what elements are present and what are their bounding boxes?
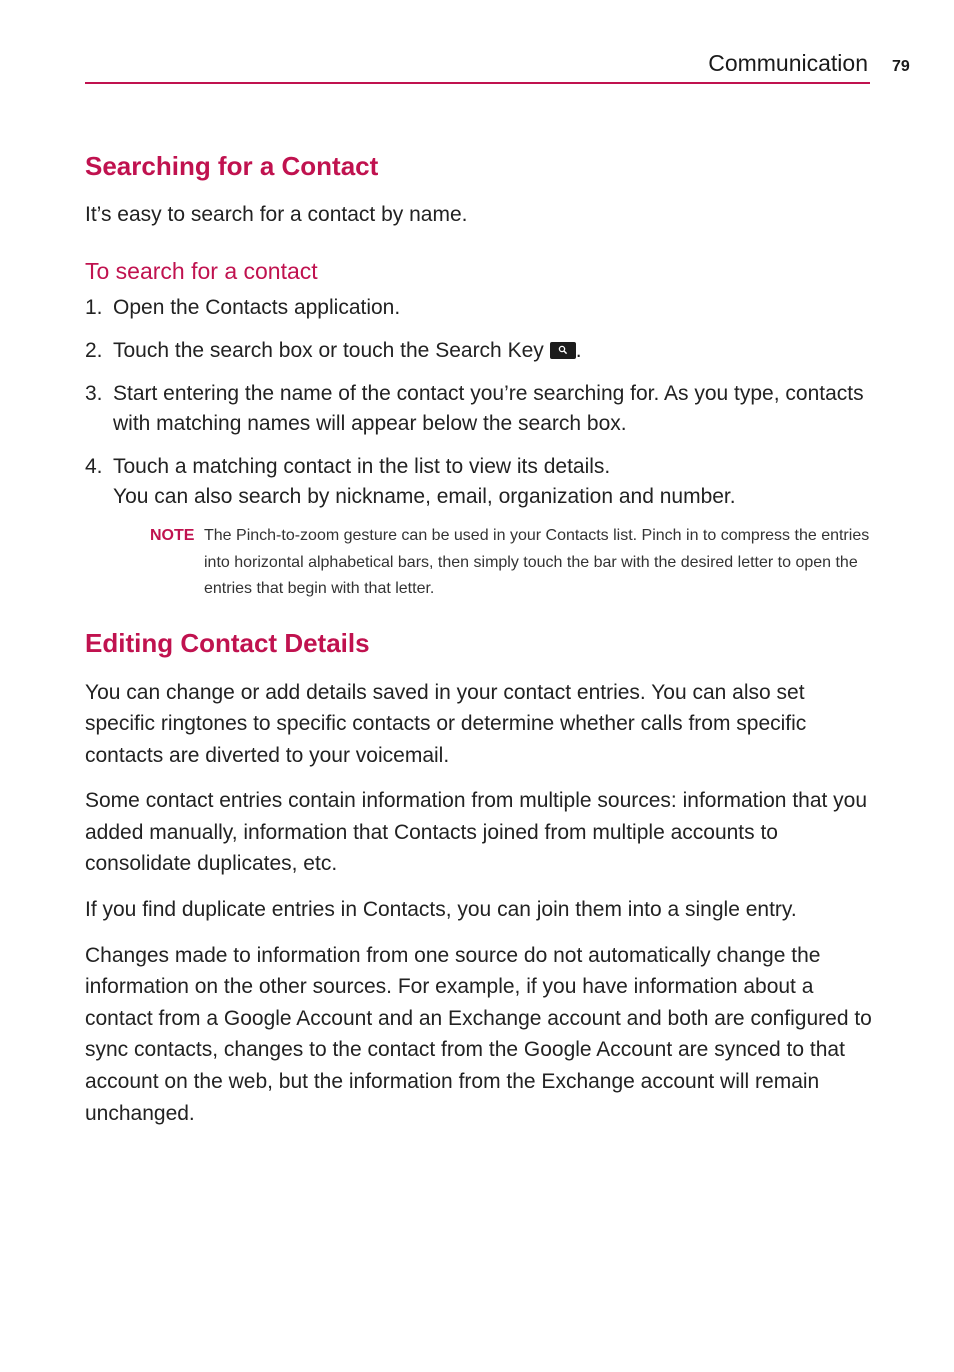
step-text: application. bbox=[288, 296, 401, 319]
list-item bbox=[85, 379, 875, 439]
intro-paragraph: It’s easy to search for a contact by name. bbox=[85, 203, 468, 226]
list-item bbox=[85, 336, 875, 366]
step-text: Open the bbox=[113, 296, 206, 319]
step-text: . bbox=[575, 339, 582, 362]
body-paragraph: Changes made to information from one source do not automatically change the information on the other sources. For example, if you have information about a contact from a Google Account and an Exchange account and both are configured to sync contacts, changes to the contact from the Google Account are synced to that account on the web, but the information from the Exchange account will remain unchanged. bbox=[85, 943, 872, 1125]
step-text: Touch a matching contact in the list to view its details. bbox=[113, 455, 611, 478]
body-paragraph: You can change or add details saved in your contact entries. You can also set specific ringtones to specific contacts or determine whether calls from specific contacts are diverted to your voicemail. bbox=[85, 680, 807, 767]
step-text: Touch the search box or touch the bbox=[113, 339, 436, 362]
step-number: 1. bbox=[85, 296, 103, 319]
step-text: You can also search by nickname, email, organization and number. bbox=[113, 485, 736, 508]
page-header bbox=[85, 48, 870, 84]
body-paragraph: Some contact entries contain information from multiple sources: information that you added manually, information that Contacts joined from multiple accounts to consolidate duplicates, etc. bbox=[85, 789, 868, 876]
note-label: NOTE bbox=[150, 527, 195, 544]
page-content bbox=[85, 148, 875, 1129]
section-title-editing: Editing Contact Details bbox=[85, 627, 370, 658]
chapter-title: Communication bbox=[708, 50, 868, 76]
subsection-title: To search for a contact bbox=[85, 258, 318, 284]
step-text: Start entering the name of the contact you’re searching for. As you type, contacts with matching names will appear below the search box. bbox=[113, 382, 864, 435]
note-text: The Pinch-to-zoom gesture can be used in your Contacts list. Pinch in to compress the entries into horizontal alphabetical bars, then simply touch the bar with the desired letter to open the entries that begin with that letter. bbox=[204, 527, 870, 597]
step-number: 4. bbox=[85, 455, 103, 478]
note-box bbox=[150, 523, 875, 603]
list-item bbox=[85, 293, 875, 323]
body-paragraph: If you find duplicate entries in Contacts, you can join them into a single entry. bbox=[85, 898, 797, 922]
search-key-icon bbox=[550, 342, 576, 359]
step-number: 3. bbox=[85, 382, 103, 405]
section-title-searching: Searching for a Contact bbox=[85, 151, 379, 181]
step-keyword: Search Key bbox=[435, 339, 544, 362]
steps-list bbox=[85, 293, 875, 512]
step-number: 2. bbox=[85, 339, 103, 362]
page-number: 79 bbox=[892, 58, 910, 75]
step-keyword: Contacts bbox=[205, 296, 289, 319]
list-item bbox=[85, 452, 875, 512]
